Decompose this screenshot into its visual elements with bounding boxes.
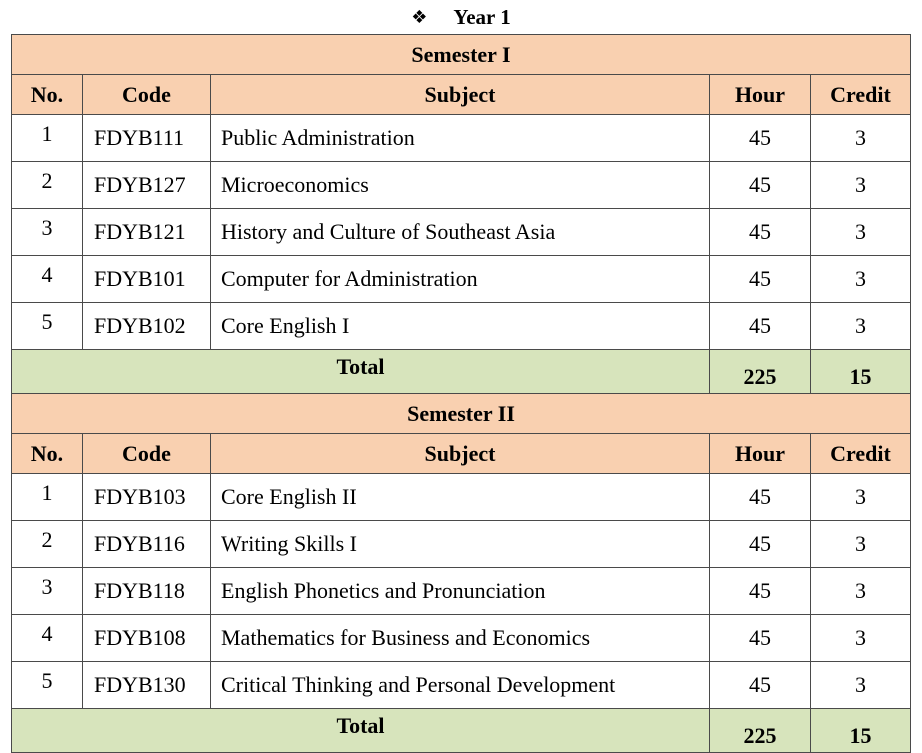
cell-hour: 45 bbox=[710, 615, 811, 662]
semester-title: Semester I bbox=[12, 35, 911, 75]
cell-no: 3 bbox=[12, 209, 83, 256]
column-header-row bbox=[12, 434, 911, 474]
cell-code: FDYB121 bbox=[83, 209, 211, 256]
cell-code: FDYB116 bbox=[83, 521, 211, 568]
cell-subject: History and Culture of Southeast Asia bbox=[211, 209, 710, 256]
semester-title-row bbox=[12, 394, 911, 434]
cell-hour: 45 bbox=[710, 568, 811, 615]
cell-credit: 3 bbox=[811, 209, 911, 256]
semester-title: Semester II bbox=[12, 394, 911, 434]
cell-code: FDYB111 bbox=[83, 115, 211, 162]
cell-subject: Core English II bbox=[211, 474, 710, 521]
column-header-hour: Hour bbox=[710, 434, 811, 474]
column-header-row bbox=[12, 75, 911, 115]
cell-credit: 3 bbox=[811, 256, 911, 303]
cell-hour: 45 bbox=[710, 209, 811, 256]
column-header-credit: Credit bbox=[811, 434, 911, 474]
cell-hour: 45 bbox=[710, 303, 811, 350]
column-header-no: No. bbox=[12, 75, 83, 115]
diamond-bullet-icon: ❖ bbox=[411, 6, 428, 28]
cell-hour: 45 bbox=[710, 115, 811, 162]
total-row bbox=[12, 709, 911, 753]
cell-no: 1 bbox=[12, 115, 83, 162]
cell-code: FDYB102 bbox=[83, 303, 211, 350]
column-header-subject: Subject bbox=[211, 75, 710, 115]
column-header-hour: Hour bbox=[710, 75, 811, 115]
cell-subject: Computer for Administration bbox=[211, 256, 710, 303]
cell-subject: Critical Thinking and Personal Development bbox=[211, 662, 710, 709]
table-row bbox=[12, 162, 911, 209]
cell-code: FDYB118 bbox=[83, 568, 211, 615]
column-header-subject: Subject bbox=[211, 434, 710, 474]
cell-hour: 45 bbox=[710, 256, 811, 303]
curriculum-table-body bbox=[12, 35, 911, 753]
cell-subject: English Phonetics and Pronunciation bbox=[211, 568, 710, 615]
table-row bbox=[12, 615, 911, 662]
table-row bbox=[12, 115, 911, 162]
column-header-code: Code bbox=[83, 434, 211, 474]
cell-credit: 3 bbox=[811, 303, 911, 350]
total-credit: 15 bbox=[811, 709, 911, 753]
cell-hour: 45 bbox=[710, 474, 811, 521]
cell-hour: 45 bbox=[710, 662, 811, 709]
total-label: Total bbox=[12, 350, 710, 394]
table-row bbox=[12, 303, 911, 350]
cell-no: 4 bbox=[12, 256, 83, 303]
semester-title-row bbox=[12, 35, 911, 75]
cell-code: FDYB108 bbox=[83, 615, 211, 662]
cell-credit: 3 bbox=[811, 662, 911, 709]
cell-subject: Mathematics for Business and Economics bbox=[211, 615, 710, 662]
cell-subject: Writing Skills I bbox=[211, 521, 710, 568]
total-hour: 225 bbox=[710, 350, 811, 394]
cell-no: 1 bbox=[12, 474, 83, 521]
total-credit: 15 bbox=[811, 350, 911, 394]
column-header-no: No. bbox=[12, 434, 83, 474]
total-hour: 225 bbox=[710, 709, 811, 753]
cell-hour: 45 bbox=[710, 162, 811, 209]
column-header-code: Code bbox=[83, 75, 211, 115]
cell-credit: 3 bbox=[811, 615, 911, 662]
cell-no: 2 bbox=[12, 162, 83, 209]
cell-credit: 3 bbox=[811, 568, 911, 615]
cell-no: 5 bbox=[12, 303, 83, 350]
cell-code: FDYB130 bbox=[83, 662, 211, 709]
cell-no: 4 bbox=[12, 615, 83, 662]
cell-code: FDYB127 bbox=[83, 162, 211, 209]
cell-credit: 3 bbox=[811, 521, 911, 568]
year-title: Year 1 bbox=[453, 4, 511, 29]
table-row bbox=[12, 662, 911, 709]
total-row bbox=[12, 350, 911, 394]
year-heading bbox=[0, 2, 922, 32]
cell-subject: Microeconomics bbox=[211, 162, 710, 209]
table-row bbox=[12, 209, 911, 256]
cell-code: FDYB103 bbox=[83, 474, 211, 521]
cell-no: 3 bbox=[12, 568, 83, 615]
cell-code: FDYB101 bbox=[83, 256, 211, 303]
cell-subject: Core English I bbox=[211, 303, 710, 350]
column-header-credit: Credit bbox=[811, 75, 911, 115]
cell-subject: Public Administration bbox=[211, 115, 710, 162]
cell-no: 5 bbox=[12, 662, 83, 709]
table-row bbox=[12, 521, 911, 568]
table-row bbox=[12, 256, 911, 303]
cell-no: 2 bbox=[12, 521, 83, 568]
cell-credit: 3 bbox=[811, 162, 911, 209]
cell-credit: 3 bbox=[811, 474, 911, 521]
table-row bbox=[12, 568, 911, 615]
curriculum-table bbox=[11, 34, 911, 753]
table-row bbox=[12, 474, 911, 521]
cell-credit: 3 bbox=[811, 115, 911, 162]
total-label: Total bbox=[12, 709, 710, 753]
cell-hour: 45 bbox=[710, 521, 811, 568]
